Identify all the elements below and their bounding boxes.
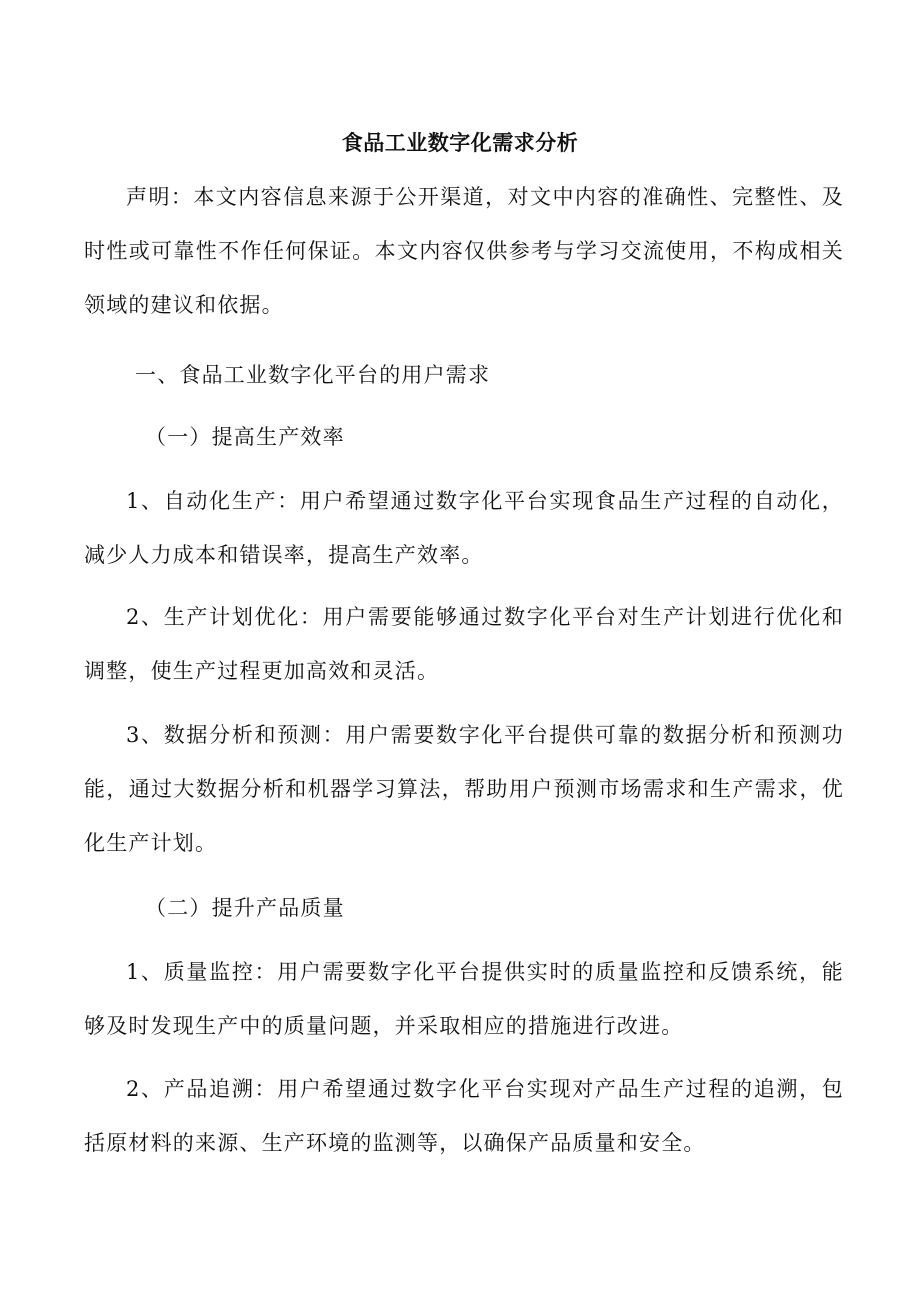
paragraph-data-analysis: 3、数据分析和预测：用户需要数字化平台提供可靠的数据分析和预测功能，通过大数据分析和机器学习算法，帮助用户预测市场需求和生产需求，优化生产计划。 [84, 723, 844, 855]
paragraph-plan-optimization: 2、生产计划优化：用户需要能够通过数字化平台对生产计划进行优化和调整，使生产过程更加高效和灵活。 [84, 605, 844, 683]
subsection-heading-1: （一）提高生产效率 [145, 425, 345, 449]
paragraph-automation: 1、自动化生产：用户希望通过数字化平台实现食品生产过程的自动化，减少人力成本和错误率，提高生产效率。 [84, 489, 844, 567]
paragraph-quality-monitoring: 1、质量监控：用户需要数字化平台提供实时的质量监控和反馈系统，能够及时发现生产中的质量问题，并采取相应的措施进行改进。 [84, 960, 844, 1038]
disclaimer-paragraph: 声明：本文内容信息来源于公开渠道，对文中内容的准确性、完整性、及时性或可靠性不作任何保证。本文内容仅供参考与学习交流使用，不构成相关领域的建议和依据。 [84, 185, 844, 317]
paragraph-traceability: 2、产品追溯：用户希望通过数字化平台实现对产品生产过程的追溯，包括原材料的来源、生产环境的监测等，以确保产品质量和安全。 [84, 1077, 844, 1155]
section-heading-1: 一、食品工业数字化平台的用户需求 [135, 363, 491, 387]
subsection-heading-2: （二）提升产品质量 [145, 896, 345, 920]
document-title: 食品工业数字化需求分析 [341, 131, 579, 155]
